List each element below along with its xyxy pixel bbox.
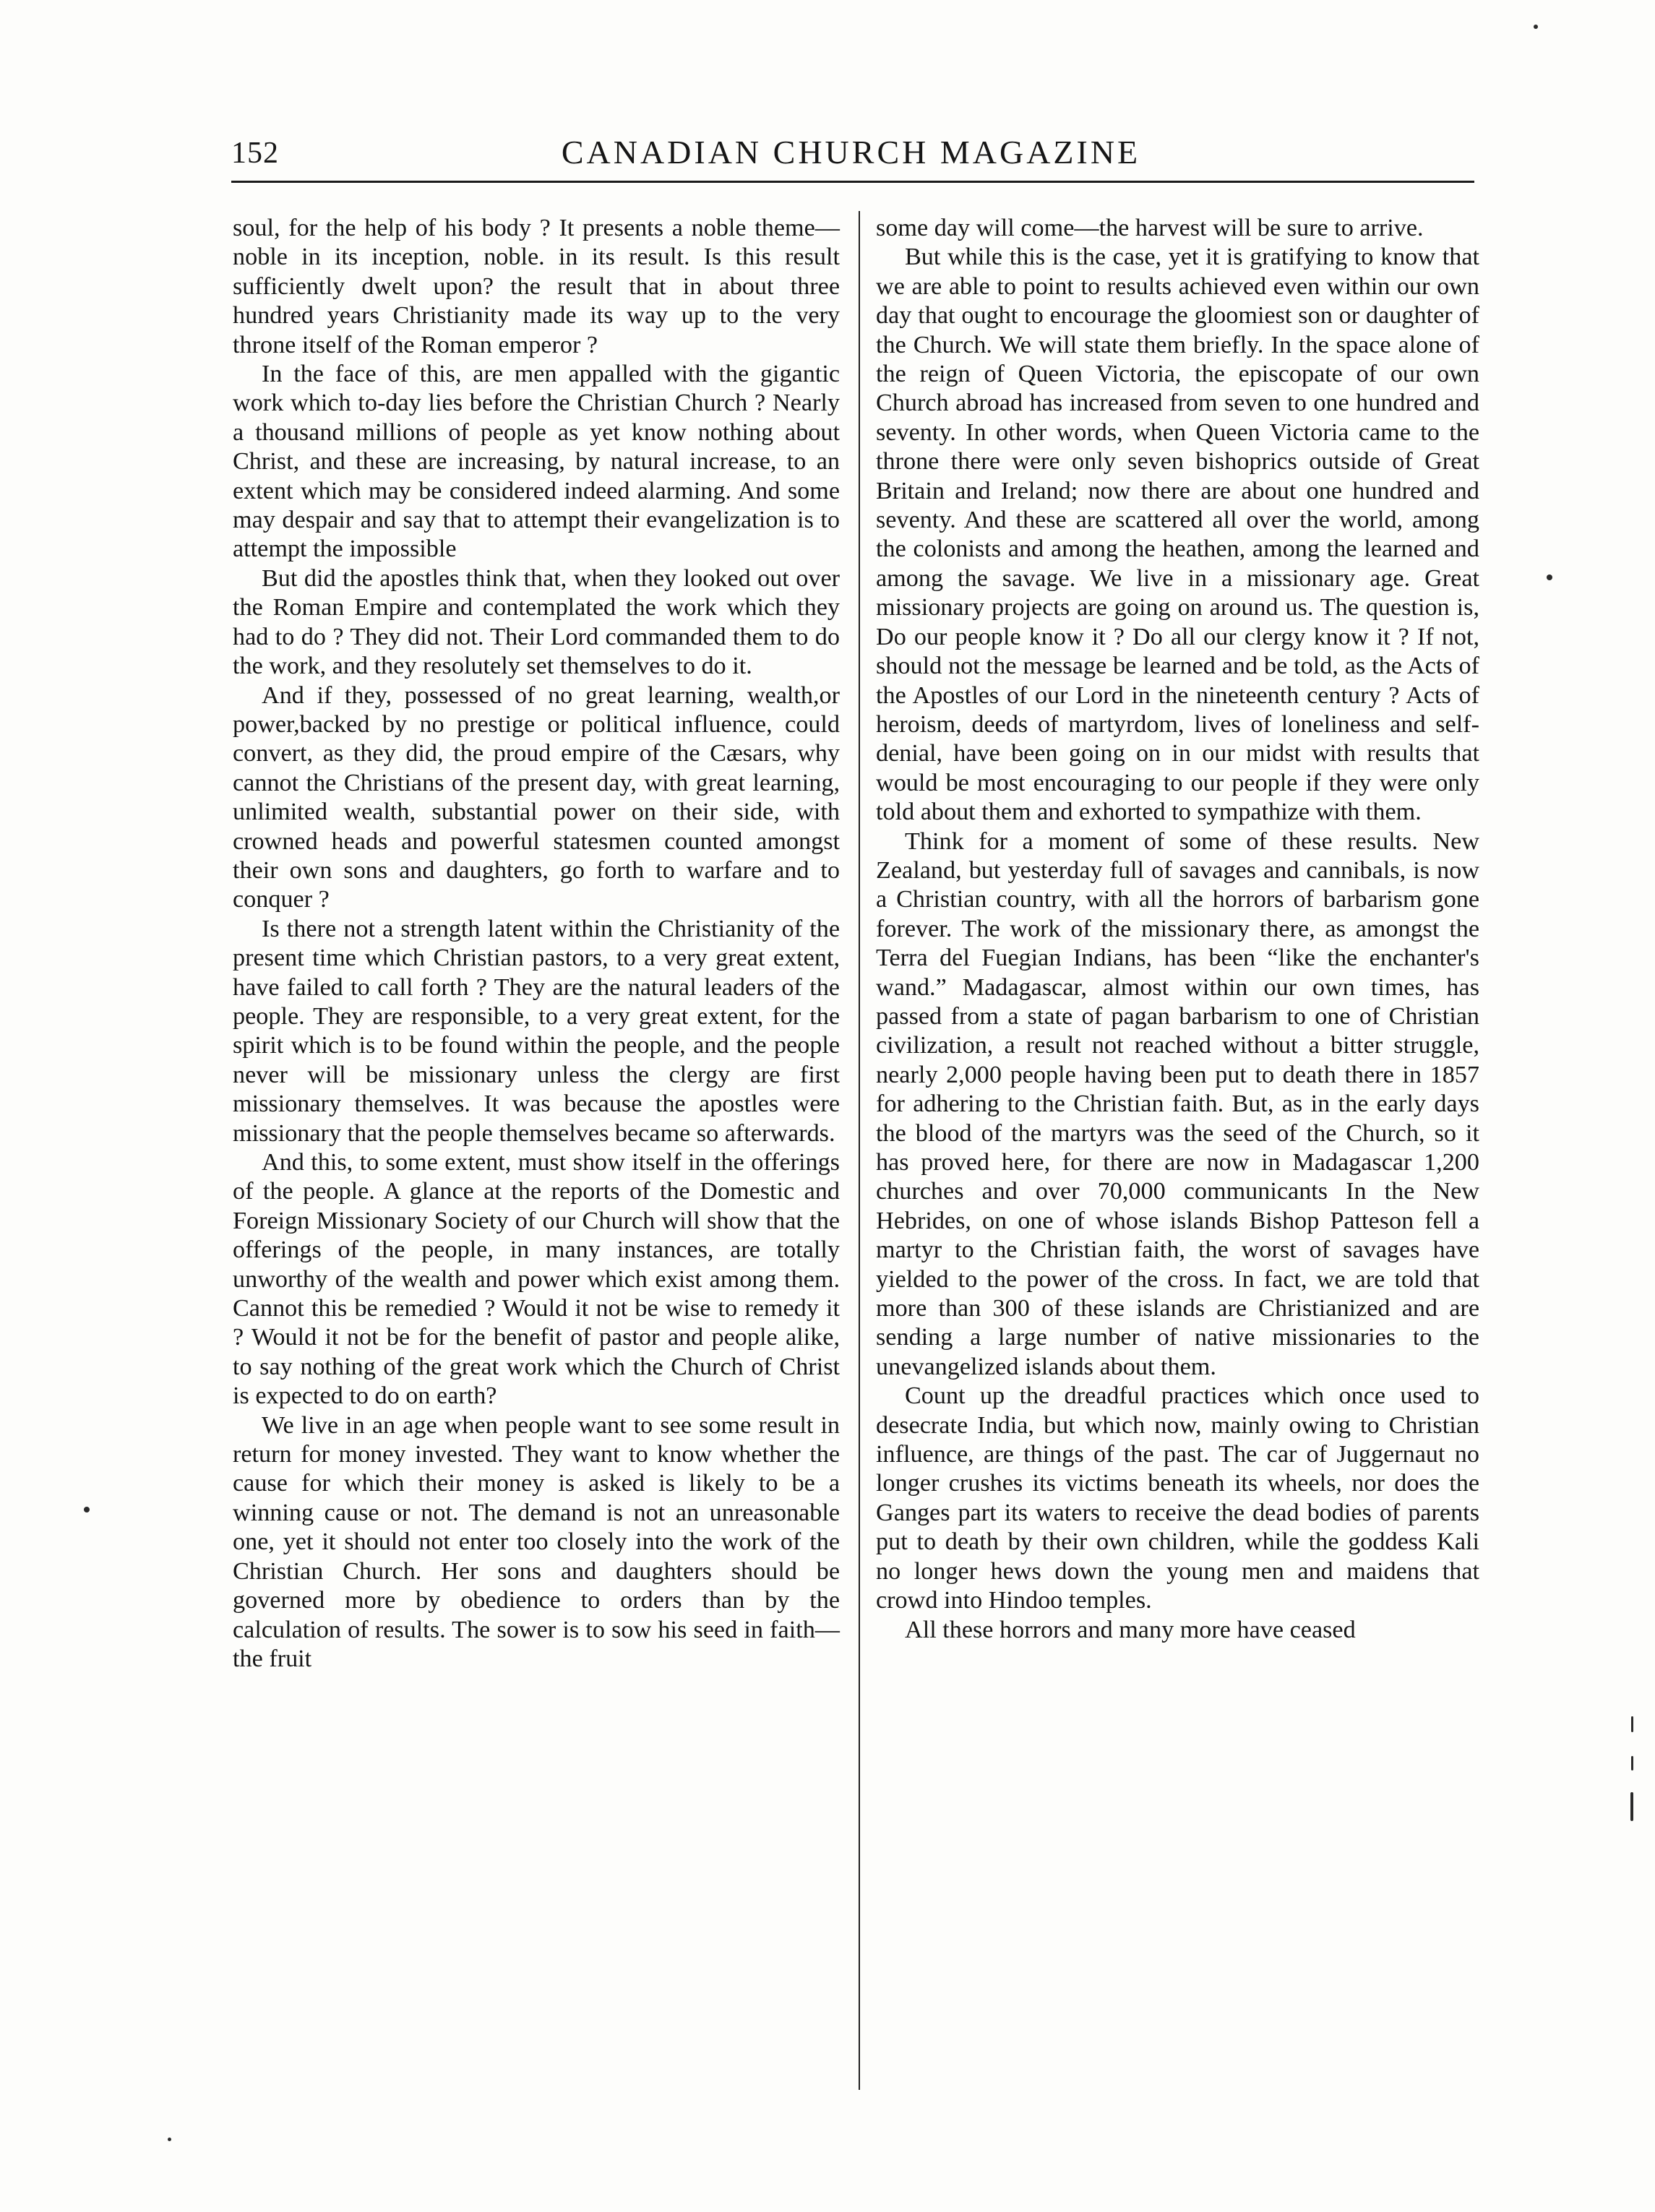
print-speck <box>84 1507 90 1512</box>
print-speck <box>1631 1716 1633 1732</box>
paragraph: Count up the dreadful practices which once used to desecrate India, but which now, mainly owing to Christian influence, are things of the past. The car of Juggernaut no longer crushes its victims beneath its wheels, nor does the Ganges part its waters to receive the dead bodies of parents put to death by their own children, while the goddess Kali no longer hews down the young men and maidens that crowd into Hindoo temples. <box>876 1382 1479 1614</box>
print-speck <box>1547 574 1552 580</box>
header-rule <box>231 181 1474 183</box>
paragraph: some day will come—the harvest will be sure to arrive. <box>876 215 1424 241</box>
paragraph: All these horrors and many more have ceased <box>905 1616 1356 1643</box>
left-column <box>233 214 840 1674</box>
print-speck <box>168 2138 171 2141</box>
page-number: 152 <box>231 137 279 170</box>
paragraph: But did the apostles think that, when they looked out over the Roman Empire and contemplated the work which they had to do ? They did not. Their Lord commanded them to do the work, and they resolutely set themselves to do it. <box>233 564 840 680</box>
right-column <box>876 214 1479 1645</box>
paragraph: Think for a moment of some of these results. New Zealand, but yesterday full of savages and cannibals, is now a Christian country, with all the horrors of barbarism gone forever. The work of the missionary there, as amongst the Terra del Fuegian Indians, has been “like the enchanter's wand.” Madagascar, almost within our own times, has passed from a state of pagan barbarism to one of Christian civilization, a result not reached without a bitter struggle, nearly 2,000 people having been put to death there in 1857 for adhering to the Christian faith. But, as in the early days the blood of the martyrs was the seed of the Church, so it has proved here, for there are now in Madagascar 1,200 churches and over 70,000 communicants In the New Hebrides, on one of whose islands Bishop Patteson fell a martyr to the Christian faith, the worst of savages have yielded to the power of the cross. In fact, we are told that more than 300 of these islands are Christianized and are sending a large number of native missionaries to the unevangelized islands about them. <box>876 827 1479 1380</box>
print-speck <box>1534 25 1538 29</box>
paragraph: In the face of this, are men appalled with the gigantic work which to-day lies before the Christian Church ? Nearly a thousand millions of people as yet know nothing about Christ, and these are increasing, by natural increase, to an extent which may be considered indeed alarming. And some may despair and say that to attempt their evangelization is to attempt the impossible <box>233 361 840 563</box>
running-title: CANADIAN CHURCH MAGAZINE <box>561 134 1141 171</box>
paragraph: And if they, possessed of no great learning, wealth,or power,backed by no prestige or political influence, could convert, as they did, the proud empire of the Cæsars, why cannot the Christians of the present day, with great learning, unlimited wealth, substantial power on their side, with crowned heads and powerful statesmen counted amongst their own sons and daughters, go forth to warfare and to conquer ? <box>233 681 840 913</box>
column-divider <box>859 211 860 2090</box>
paragraph: And this, to some extent, must show itself in the offerings of the people. A glance at the reports of the Domestic and Foreign Missionary Society of our Church will show that the offerings of the people, in many instances, are totally unworthy of the wealth and power which exist among them. Cannot this be remedied ? Would it not be wise to remedy it ? Would it not be for the benefit of pastor and people alike, to say nothing of the great work which the Church of Christ is expected to do on earth? <box>233 1149 840 1410</box>
paragraph: But while this is the case, yet it is gratifying to know that we are able to point to results achieved even within our own day that ought to encourage the gloomiest son or daughter of the Church. We will state them briefly. In the space alone of the reign of Queen Victoria, the episcopate of our own Church abroad has increased from seven to one hundred and seventy. In other words, when Queen Victoria came to the throne there were only seven bishoprics outside of Great Britain and Ireland; now there are about one hundred and seventy. And these are scattered all over the world, among the colonists and among the heathen, among the learned and among the savage. We live in a missionary age. Great missionary projects are going on around us. The question is, Do our people know it ? Do all our clergy know it ? If not, should not the message be learned and be told, as the Acts of the Apostles of our Lord in the nineteenth century ? Acts of heroism, deeds of martyrdom, lives of loneliness and self-denial, have been going on in our midst with results that would be most encouraging to our people if they were only told about them and exhorted to sympathize with them. <box>876 244 1479 826</box>
page-header <box>231 132 1471 178</box>
print-speck <box>1631 1756 1633 1770</box>
paragraph: soul, for the help of his body ? It presents a noble theme—noble in its inception, noble. in its result. Is this result sufficiently dwelt upon? the result that in about three hundred years Christianity made its way up to the very throne itself of the Roman emperor ? <box>233 215 840 358</box>
paragraph: Is there not a strength latent within the Christianity of the present time which Christian pastors, to a very great extent, have failed to call forth ? They are the natural leaders of the people. They are responsible, to a very great extent, for the spirit which is to be found within the people, and the people never will be missionary unless the clergy are first missionary themselves. It was because the apostles were missionary that the people themselves became so afterwards. <box>233 915 840 1147</box>
paragraph: We live in an age when people want to see some result in return for money invested. They want to know whether the cause for which their money is asked is likely to be a winning cause or not. The demand is not an unreasonable one, yet it should not enter too closely into the work of the Christian Church. Her sons and daughters should be governed more by obedience to orders than by the calculation of results. The sower is to sow his seed in faith—the fruit <box>233 1411 840 1672</box>
print-speck <box>1630 1792 1633 1821</box>
